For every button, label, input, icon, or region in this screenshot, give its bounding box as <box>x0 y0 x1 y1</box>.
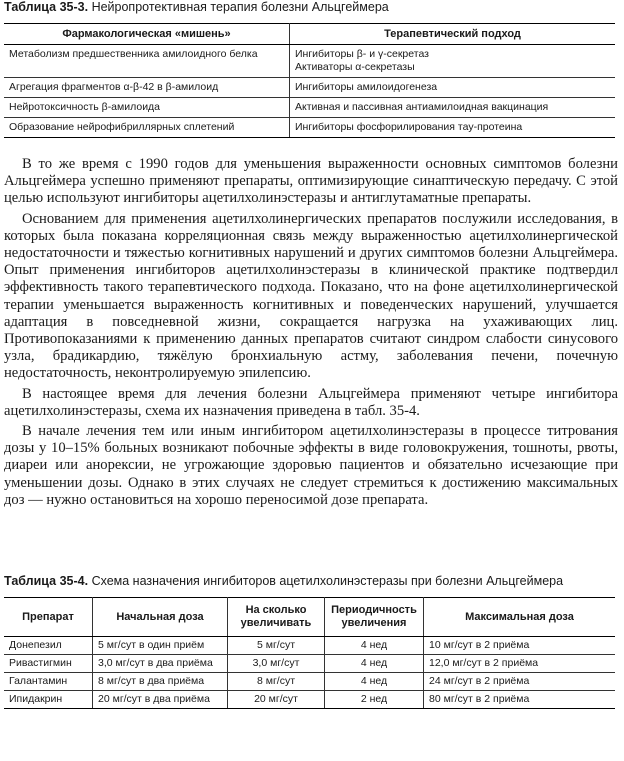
table-row <box>4 45 615 78</box>
paragraph: В настоящее время для лечения болезни Альцгеймера применяют четыре ингибитора ацетилхолинэстеразы, схема их назначения приведена в табл. 35-4. <box>4 385 618 419</box>
table-row <box>4 118 615 138</box>
table2-title: Схема назначения ингибиторов ацетилхолинэстеразы при болезни Альцгеймера <box>91 574 564 588</box>
table2-header-frequency: Периодичность увеличения <box>325 598 424 637</box>
table1-cell-approach <box>290 45 616 78</box>
table2-cell-increment: 5 мг/сут <box>228 637 325 655</box>
table2-header-max-dose: Максимальная доза <box>424 598 616 637</box>
table2-cell-frequency: 4 нед <box>325 673 424 691</box>
table2-header-increment: На сколько увеличивать <box>228 598 325 637</box>
table1-header-target: Фармакологическая «мишень» <box>4 24 290 45</box>
table1-cell-line: Ингибиторы β- и γ-секретаз <box>295 48 429 60</box>
table1-header-row <box>4 24 615 45</box>
table-row <box>4 78 615 98</box>
table2-header-initial-dose: Начальная доза <box>93 598 228 637</box>
table2-cell-drug: Донепезил <box>4 637 93 655</box>
table1-cell-target: Агрегация фрагментов α-β-42 в β-амилоид <box>4 78 290 98</box>
table2-cell-increment: 3,0 мг/сут <box>228 655 325 673</box>
paragraph: Основанием для применения ацетилхолинергических препаратов послужили исследования, в которых была показана корреляционная связь между выраженностью ацетилхолинергической недостаточности и тяжестью когнитивных нарушений и других симптомов болезни Альцгеймера. Опыт применения ингибиторов ацетилхолинэстеразы в клинической практике подтвердил эффективность такого терапевтического подхода. Показано, что на фоне ацетилхолинергической терапии уменьшается выраженность когнитивных и поведенческих нарушений, улучшается адаптация в повседневной жизни, сокращается нагрузка на ухаживающих лиц. Противопоказаниями к применению данных препаратов считают синдром слабости синусового узла, брадикардию, тяжёлую бронхиальную астму, заболевания печени, почечную недостаточность, неконтролируемую эпилепсию. <box>4 210 618 382</box>
table2-cell-initial-dose: 3,0 мг/сут в два приёма <box>93 655 228 673</box>
table2-cell-max-dose: 12,0 мг/сут в 2 приёма <box>424 655 616 673</box>
table2-cell-max-dose: 10 мг/сут в 2 приёма <box>424 637 616 655</box>
dosing-schedule-table <box>4 597 615 709</box>
table-row <box>4 637 615 655</box>
table1-cell-approach: Активная и пассивная антиамилоидная вакцинация <box>290 98 616 118</box>
table1-cell-target: Нейротоксичность β-амилоида <box>4 98 290 118</box>
table-row <box>4 673 615 691</box>
table2-cell-max-dose: 24 мг/сут в 2 приёма <box>424 673 616 691</box>
table-row <box>4 691 615 709</box>
table2-cell-initial-dose: 5 мг/сут в один приём <box>93 637 228 655</box>
table1-caption <box>4 0 389 15</box>
table1-cell-line: Активаторы α-секретазы <box>295 61 415 73</box>
table1-cell-approach: Ингибиторы фосфорилирования тау-протеина <box>290 118 616 138</box>
table2-cell-drug: Галантамин <box>4 673 93 691</box>
table2-cell-drug: Ипидакрин <box>4 691 93 709</box>
table1-title: Нейропротективная терапия болезни Альцгеймера <box>91 0 389 14</box>
table2-cell-max-dose: 80 мг/сут в 2 приёма <box>424 691 616 709</box>
table-row <box>4 655 615 673</box>
table2-cell-initial-dose: 20 мг/сут в два приёма <box>93 691 228 709</box>
table2-cell-frequency: 4 нед <box>325 655 424 673</box>
table2-header-drug: Препарат <box>4 598 93 637</box>
paragraph: В начале лечения тем или иным ингибитором ацетилхолинэстеразы в процессе титрования дозы у 10–15% больных возникают побочные эффекты в виде головокружения, тошноты, рвоты, диареи или анорексии, не угрожающие здоровью пациентов и обязательно исчезающие при уменьшении дозы. Однако в этих случаях не следует стремиться к достижению максимальных доз — нужно остановиться на хорошо переносимой дозе препарата. <box>4 423 618 508</box>
table1-label: Таблица 35-3. <box>4 0 89 14</box>
paragraph: В то же время с 1990 годов для уменьшения выраженности основных симптомов болезни Альцгеймера успешно применяют препараты, оптимизирующие синаптическую передачу. С этой целью используют ингибиторы ацетилхолинэстеразы и антиглутаматные препараты. <box>4 156 618 207</box>
table2-cell-increment: 20 мг/сут <box>228 691 325 709</box>
table2-cell-initial-dose: 8 мг/сут в два приёма <box>93 673 228 691</box>
table-row <box>4 98 615 118</box>
table1-cell-target: Метаболизм предшественника амилоидного белка <box>4 45 290 78</box>
table2-cell-drug: Ривастигмин <box>4 655 93 673</box>
table1-header-approach: Терапевтический подход <box>290 24 616 45</box>
table2-caption <box>4 574 563 589</box>
table1-cell-target: Образование нейрофибриллярных сплетений <box>4 118 290 138</box>
table2-cell-frequency: 4 нед <box>325 637 424 655</box>
table2-header-row <box>4 598 615 637</box>
table2-cell-increment: 8 мг/сут <box>228 673 325 691</box>
table1-cell-approach: Ингибиторы амилоидогенеза <box>290 78 616 98</box>
body-text <box>4 156 618 509</box>
table2-label: Таблица 35-4. <box>4 574 89 588</box>
table2-cell-frequency: 2 нед <box>325 691 424 709</box>
neuroprotective-therapy-table <box>4 23 615 138</box>
